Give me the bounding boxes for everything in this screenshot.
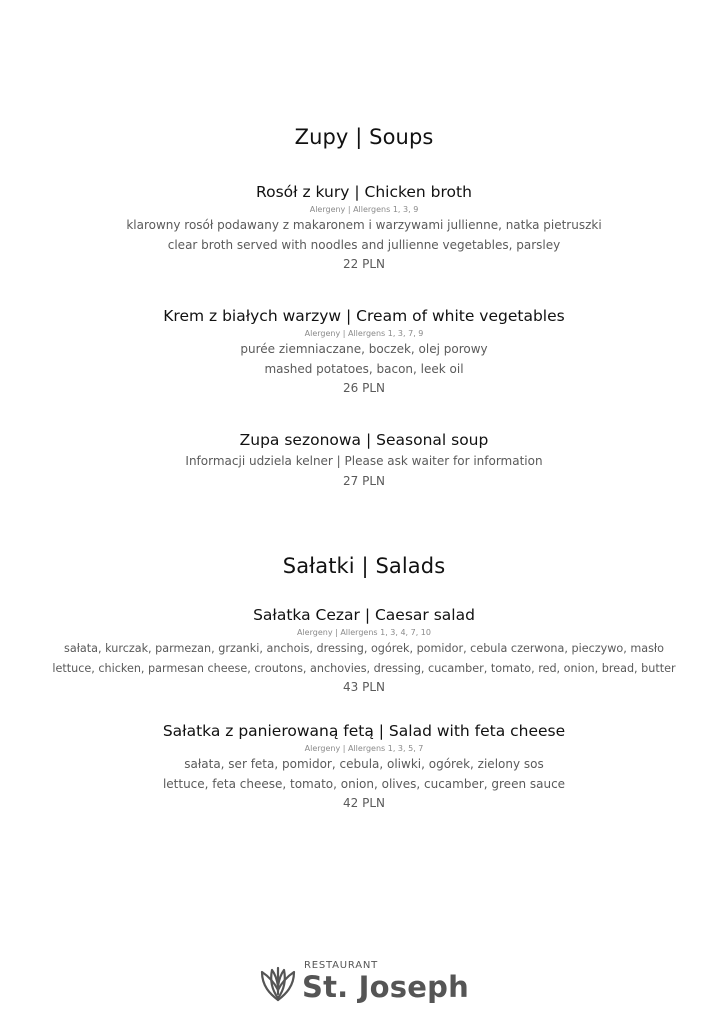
dish-caesar-salad — [0, 605, 728, 698]
dish-description-en: lettuce, chicken, parmesan cheese, croutons, anchovies, dressing, cucamber, tomato, red, onion, bread, butter — [52, 661, 676, 675]
salads-section — [0, 553, 728, 579]
dish-description-en: lettuce, feta cheese, tomato, onion, olives, cucamber, green sauce — [162, 776, 566, 791]
dish-name: Zupa sezonowa | Seasonal soup — [239, 431, 489, 449]
dish-info: Informacji udziela kelner | Please ask waiter for information — [185, 454, 543, 468]
dish-seasonal-soup — [0, 430, 728, 491]
dish-allergens: Alergeny | Allergens 1, 3, 7, 9 — [304, 329, 424, 338]
logo-subtitle: RESTAURANT — [304, 960, 379, 971]
dish-description-pl: sałata, kurczak, parmezan, grzanki, anchois, dressing, ogórek, pomidor, cebula czerwona, pieczywo, masło — [64, 642, 664, 655]
restaurant-logo — [258, 960, 473, 1006]
lotus-leaf-icon — [258, 964, 298, 1002]
dish-name: Sałatka Cezar | Caesar salad — [253, 606, 475, 624]
dish-description-pl: sałata, ser feta, pomidor, cebula, oliwki, ogórek, zielony sos — [184, 757, 544, 771]
dish-description-en: clear broth served with noodles and jullienne vegetables, parsley — [167, 237, 561, 252]
dish-price: 42 PLN — [343, 796, 385, 810]
dish-description-en: mashed potatoes, bacon, leek oil — [264, 361, 464, 376]
dish-price: 26 PLN — [343, 381, 385, 395]
dish-cream-white-vegetables — [0, 306, 728, 399]
dish-description-pl: purée ziemniaczane, boczek, olej porowy — [240, 342, 488, 356]
dish-name: Krem z białych warzyw | Cream of white vegetables — [163, 307, 565, 325]
dish-price: 43 PLN — [343, 680, 385, 694]
section-title-soups: Zupy | Soups — [294, 125, 434, 149]
dish-description-pl: klarowny rosół podawany z makaronem i warzywami jullienne, natka pietruszki — [126, 218, 602, 232]
dish-allergens: Alergeny | Allergens 1, 3, 5, 7 — [304, 744, 424, 753]
section-title-salads: Sałatki | Salads — [282, 554, 446, 578]
logo-name: St. Joseph — [302, 970, 469, 1004]
dish-name: Sałatka z panierowaną fetą | Salad with feta cheese — [162, 722, 566, 740]
dish-name: Rosół z kury | Chicken broth — [256, 183, 472, 201]
dish-feta-salad — [0, 721, 728, 814]
dish-chicken-broth — [0, 182, 728, 275]
dish-allergens: Alergeny | Allergens 1, 3, 4, 7, 10 — [296, 628, 431, 637]
soups-section — [0, 124, 728, 150]
dish-price: 27 PLN — [343, 473, 385, 488]
dish-price: 22 PLN — [343, 257, 385, 271]
dish-allergens: Alergeny | Allergens 1, 3, 9 — [309, 205, 419, 214]
